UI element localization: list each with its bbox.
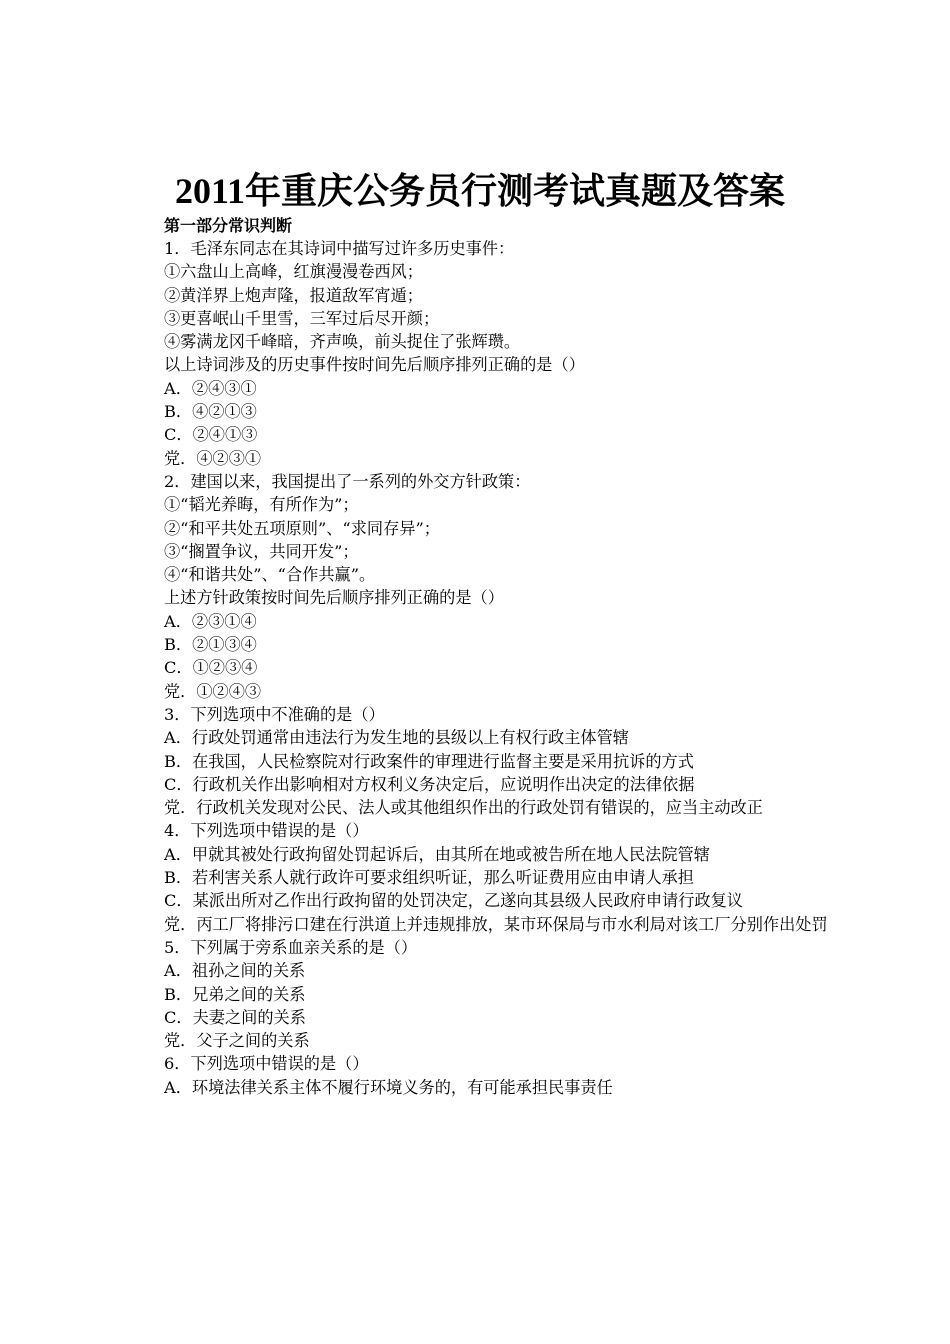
option-line: A．甲就其被处行政拘留处罚起诉后，由其所在地或被告所在地人民法院管辖 [164,844,710,864]
text-line: ①“韬光养晦，有所作为”； [164,495,359,515]
option-line: B．兄弟之间的关系 [164,984,306,1004]
option-line: 党．①②④③ [164,681,262,701]
text-line: 1．毛泽东同志在其诗词中描写过许多历史事件： [164,239,515,258]
document-title: 2011年重庆公务员行测考试真题及答案 [174,171,785,211]
text-line: ①六盘山上高峰，红旗漫漫卷西风； [164,262,423,282]
text-line: 上述方针政策按时间先后顺序排列正确的是（） [164,588,504,608]
text-line: 5．下列属于旁系血亲关系的是（） [164,937,418,957]
option-line: A．行政处罚通常由违法行为发生地的县级以上有权行政主体管辖 [164,728,629,748]
option-line: B．④②①③ [164,402,257,422]
option-line: 党．丙工厂将排污口建在行洪道上并违规排放，某市环保局与市水利局对该工厂分别作出处罚 [164,914,828,934]
option-line: 党．父子之间的关系 [164,1031,310,1051]
option-line: C．夫妻之间的关系 [164,1007,306,1027]
text-line: ③更喜岷山千里雪，三军过后尽开颜； [164,308,440,328]
text-line: ④雾满龙冈千峰暗，齐声唤，前头捉住了张辉瓒。 [164,332,521,352]
option-line: C．②④①③ [164,425,258,445]
text-line: 4．下列选项中错误的是（） [164,821,369,841]
option-line: B．在我国，人民检察院对行政案件的审理进行监督主要是采用抗诉的方式 [164,751,694,771]
text-line: 3．下列选项中不准确的是（） [164,704,385,724]
document-content [127,168,833,1099]
option-line: 党．④②③① [164,448,262,468]
option-line: A．②③①④ [164,611,257,631]
text-line: ③“搁置争议，共同开发”； [164,541,359,561]
option-line: C．行政机关作出影响相对方权利义务决定后，应说明作出决定的法律依据 [164,774,695,794]
option-line: B．②①③④ [164,635,257,655]
section-heading: 第一部分常识判断 [164,216,293,235]
option-line: C．①②③④ [164,658,258,678]
text-line: ②黄洋界上炮声隆，报道敌军宵遁； [164,285,423,305]
text-line: 6．下列选项中错误的是（） [164,1054,369,1074]
option-line: B．若利害关系人就行政许可要求组织听证，那么听证费用应由申请人承担 [164,868,694,888]
text-line: 以上诗词涉及的历史事件按时间先后顺序排列正确的是（） [164,355,585,375]
question-list [127,237,833,1099]
text-line: ②“和平共处五项原则”、“求同存异”； [164,518,440,538]
text-line: ④“和谐共处”、“合作共赢”。 [164,565,376,585]
option-line: A．环境法律关系主体不履行环境义务的，有可能承担民事责任 [164,1077,613,1097]
text-line: 2．建国以来，我国提出了一系列的外交方针政策： [164,471,531,491]
option-line: C．某派出所对乙作出行政拘留的处罚决定，乙遂向其县级人民政府申请行政复议 [164,891,743,911]
option-line: A．②④③① [164,378,257,398]
option-line: 党．行政机关发现对公民、法人或其他组织作出的行政处罚有错误的，应当主动改正 [164,798,763,818]
option-line: A．祖孙之间的关系 [164,961,306,981]
